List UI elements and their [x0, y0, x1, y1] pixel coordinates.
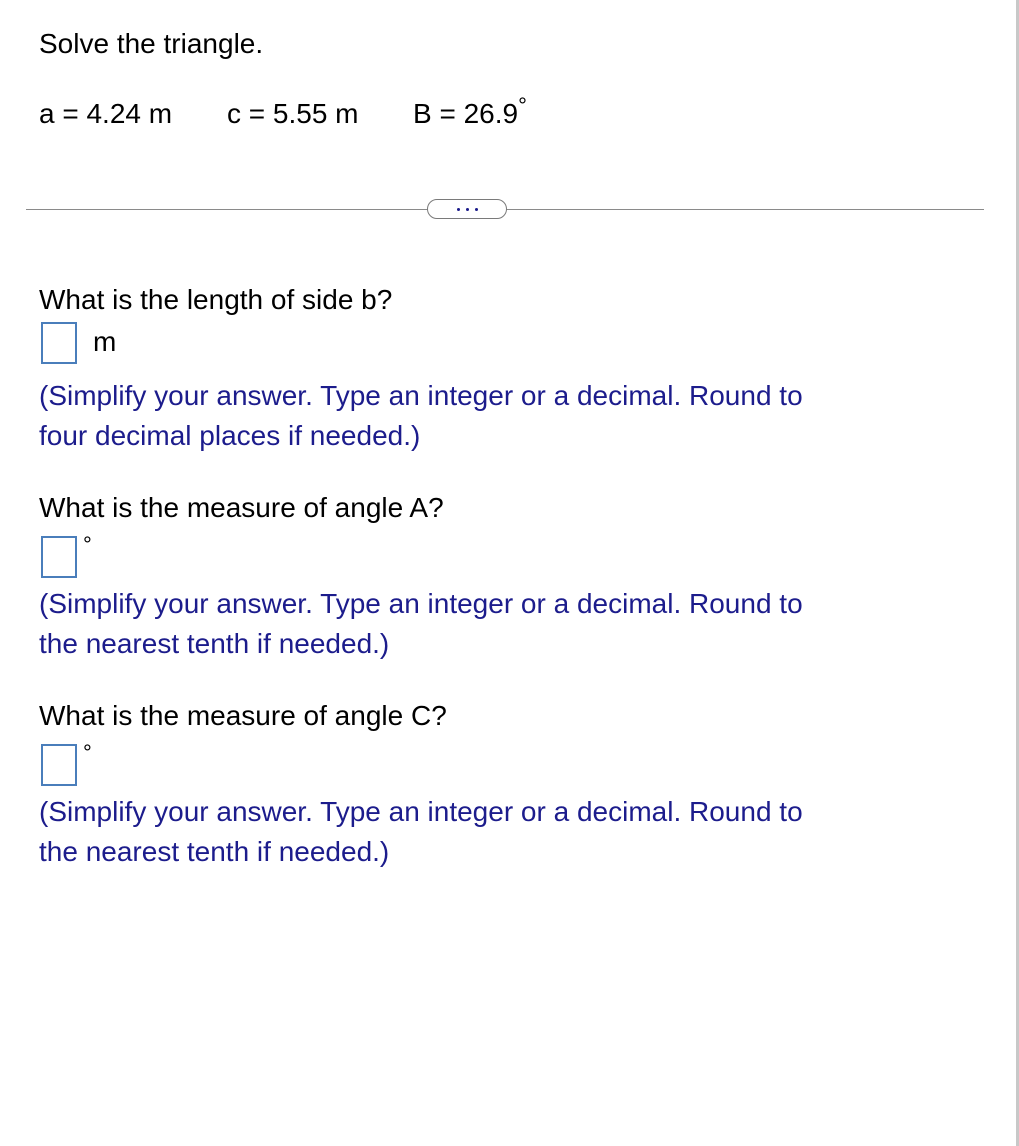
angle-a-hint-line-1: (Simplify your answer. Type an integer or a decimal. Round to	[39, 588, 803, 619]
angle-a-answer-input[interactable]	[41, 536, 77, 578]
side-b-hint	[39, 376, 959, 456]
problem-prompt: Solve the triangle.	[39, 28, 264, 59]
given-angle-b	[413, 93, 527, 134]
angle-c-hint	[39, 792, 959, 872]
question-angle-c: What is the measure of angle C?	[39, 700, 447, 731]
side-b-hint-line-2: four decimal places if needed.)	[39, 420, 421, 451]
angle-a-degree-unit: °	[83, 532, 92, 557]
side-b-answer-input[interactable]	[41, 322, 77, 364]
degree-symbol: °	[518, 93, 527, 118]
answer-row-side-b	[41, 322, 116, 364]
angle-a-hint-line-2: the nearest tenth if needed.)	[39, 628, 390, 659]
side-b-unit: m	[93, 326, 117, 357]
given-side-a: a = 4.24 m	[39, 98, 173, 129]
angle-a-hint	[39, 584, 959, 664]
side-b-hint-line-1: (Simplify your answer. Type an integer or a decimal. Round to	[39, 380, 803, 411]
more-dot-icon	[475, 208, 478, 211]
given-angle-b-value: B = 26.9	[413, 98, 519, 129]
angle-c-degree-unit: °	[83, 740, 92, 765]
answer-row-angle-c	[41, 740, 92, 786]
angle-c-answer-input[interactable]	[41, 744, 77, 786]
angle-c-hint-line-2: the nearest tenth if needed.)	[39, 836, 390, 867]
question-side-b: What is the length of side b?	[39, 284, 393, 315]
show-more-button[interactable]	[427, 199, 507, 219]
angle-c-hint-line-1: (Simplify your answer. Type an integer or a decimal. Round to	[39, 796, 803, 827]
more-dot-icon	[466, 208, 469, 211]
answer-row-angle-a	[41, 532, 92, 578]
more-dot-icon	[457, 208, 460, 211]
given-side-c: c = 5.55 m	[227, 98, 359, 129]
question-angle-a: What is the measure of angle A?	[39, 492, 444, 523]
